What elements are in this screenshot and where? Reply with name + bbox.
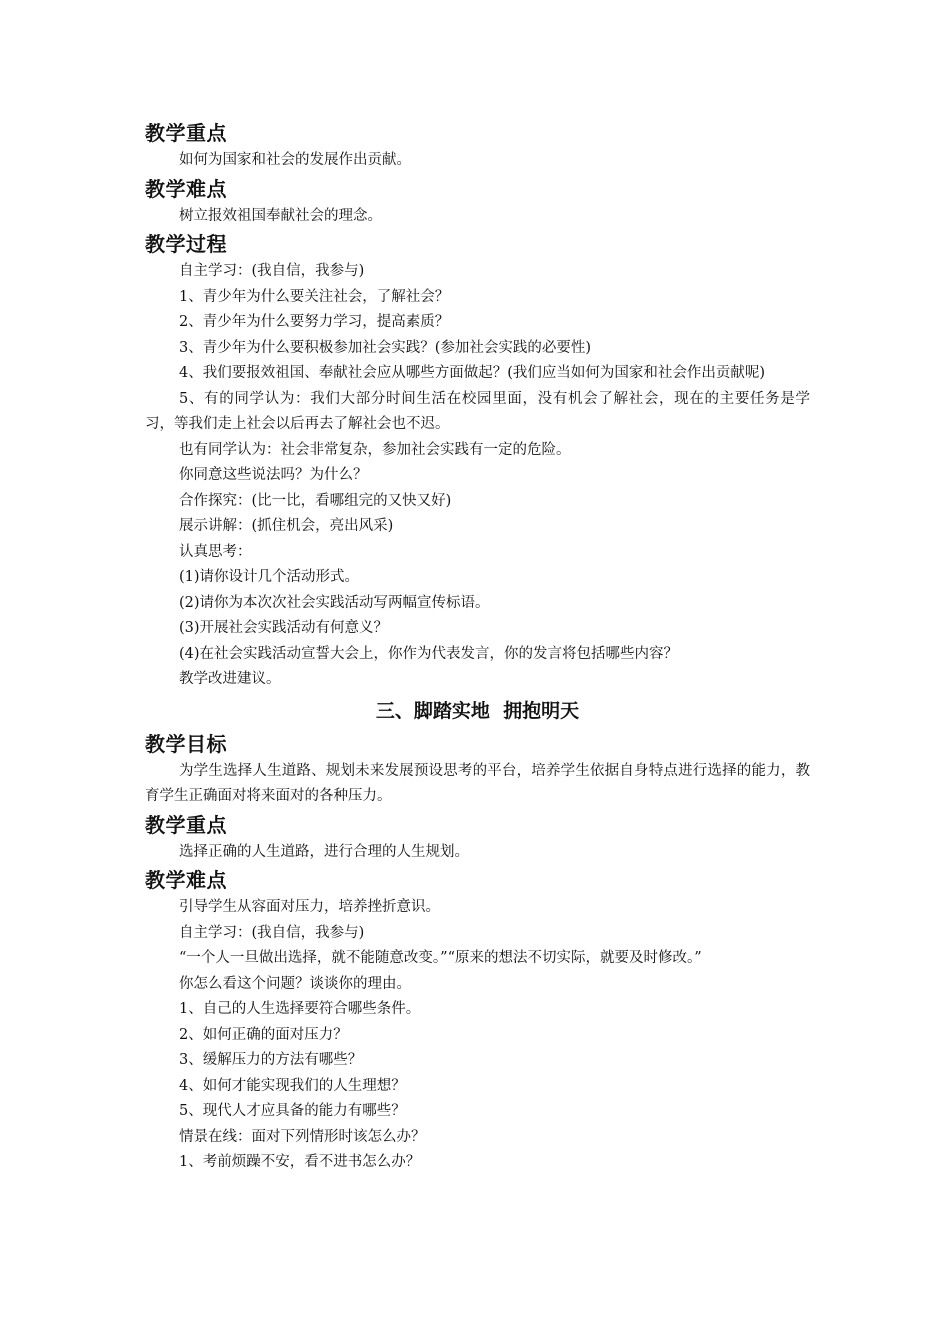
process-line: 也有同学认为：社会非常复杂，参加社会实践有一定的危险。 [179, 441, 571, 458]
process-line: (1)请你设计几个活动形式。 [179, 569, 360, 585]
process-line: 5、有的同学认为：我们大部分时间生活在校园里面，没有机会了解社会，现在的主要任务是学习，等我们走上社会以后再去了解社会也不迟。 [145, 390, 810, 432]
paragraph-goal: 为学生选择人生道路、规划未来发展预设思考的平台，培养学生依据自身特点进行选择的能力，教育学生正确面对将来面对的各种压力。 [145, 762, 810, 804]
process-line: (3)开展社会实践活动有何意义？ [179, 620, 389, 636]
difficulty-line: 1、自己的人生选择要符合哪些条件。 [179, 1001, 421, 1017]
difficulty-line: 引导学生从容面对压力，培养挫折意识。 [179, 899, 440, 915]
section-title: 三、脚踏实地 拥抱明天 [375, 699, 580, 722]
difficulty-line: 4、如何才能实现我们的人生理想？ [179, 1077, 406, 1094]
process-line: 4、我们要报效祖国、奉献社会应从哪些方面做起？(我们应当如何为国家和社会作出贡献呢) [179, 365, 766, 381]
difficulty-line: 1、考前烦躁不安，看不进书怎么办？ [179, 1154, 421, 1170]
process-line: 合作探究：(比一比，看哪组完的又快又好) [179, 492, 452, 509]
heading-teaching-goal: 教学目标 [145, 731, 227, 756]
heading-teaching-process: 教学过程 [145, 232, 227, 256]
document-body [145, 118, 810, 1176]
heading-teaching-focus-2: 教学重点 [145, 812, 227, 837]
process-line: (2)请你为本次次社会实践活动写两幅宣传标语。 [179, 594, 490, 611]
process-line: 你同意这些说法吗？为什么？ [179, 467, 368, 483]
paragraph-difficulty: 树立报效祖国奉献社会的理念。 [179, 207, 382, 224]
difficulty-line: 3、缓解压力的方法有哪些？ [179, 1052, 363, 1068]
heading-teaching-difficulty: 教学难点 [145, 176, 227, 201]
difficulty-line: “一个人一旦做出选择，就不能随意改变。”“原来的想法不切实际，就要及时修改。” [179, 950, 702, 966]
paragraph-focus-2: 选择正确的人生道路，进行合理的人生规划。 [179, 843, 469, 860]
process-line: (4)在社会实践活动宣誓大会上，你作为代表发言，你的发言将包括哪些内容？ [179, 645, 679, 662]
process-line: 2、青少年为什么要努力学习，提高素质？ [179, 314, 450, 330]
process-line: 认真思考： [179, 543, 252, 560]
difficulty-line: 你怎么看这个问题？谈谈你的理由。 [179, 975, 411, 992]
paragraph-focus: 如何为国家和社会的发展作出贡献。 [179, 152, 411, 168]
difficulty-line: 自主学习：(我自信，我参与) [179, 924, 365, 941]
process-line: 自主学习：(我自信，我参与) [179, 263, 365, 279]
process-line: 教学改进建议。 [179, 671, 281, 687]
difficulty-line: 情景在线：面对下列情形时该怎么办？ [179, 1128, 426, 1145]
process-line: 展示讲解：(抓住机会，亮出风采) [179, 518, 394, 534]
process-line: 3、青少年为什么要积极参加社会实践？(参加社会实践的必要性) [179, 339, 592, 356]
heading-teaching-focus: 教学重点 [145, 121, 227, 145]
heading-teaching-difficulty-2: 教学难点 [145, 868, 227, 892]
difficulty-line: 5、现代人才应具备的能力有哪些？ [179, 1103, 406, 1119]
process-line: 1、青少年为什么要关注社会，了解社会？ [179, 288, 450, 305]
difficulty-line: 2、如何正确的面对压力？ [179, 1026, 348, 1043]
